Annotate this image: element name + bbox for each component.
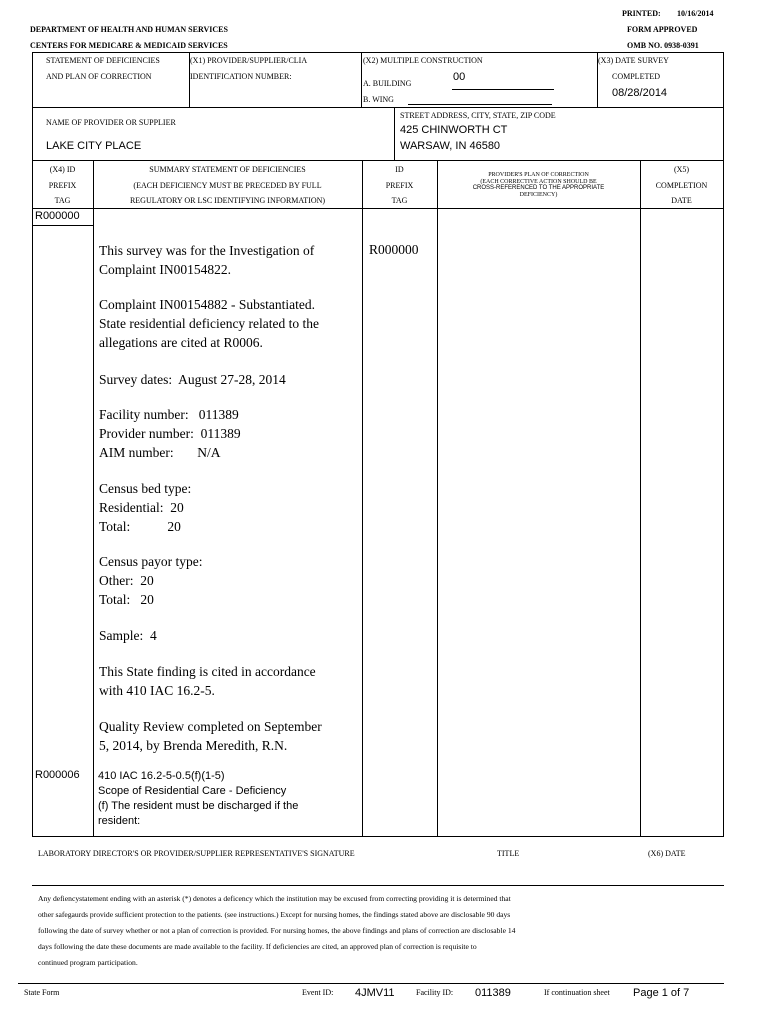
- director-signature-label: LABORATORY DIRECTOR'S OR PROVIDER/SUPPLIER REPRESENTATIVE'S SIGNATURE: [38, 849, 355, 858]
- id-tag-label: TAG: [391, 196, 408, 205]
- printed-label: PRINTED:: [622, 9, 661, 18]
- text-line: Any defiencystatement ending with an asterisk (*) denotes a deficency which the institution may be excused from correcting providing it is determined that: [38, 894, 511, 903]
- facility-id: 011389: [475, 987, 511, 999]
- event-id: 4JMV11: [355, 987, 395, 999]
- provider-name: LAKE CITY PLACE: [46, 140, 142, 152]
- text-line: Residential: 20: [99, 500, 184, 515]
- department-title: DEPARTMENT OF HEALTH AND HUMAN SERVICES: [30, 25, 228, 34]
- x2-label: (X2) MULTIPLE CONSTRUCTION: [363, 56, 483, 65]
- text-line: Quality Review completed on September: [99, 719, 322, 734]
- x4-prefix-label: PREFIX: [48, 181, 77, 190]
- text-line: other safegaurds provide sufficient protection to the patients. (see instructions.) Except for nursing homes, the findings stated above are disclosable 90 days: [38, 910, 511, 919]
- omb-number: OMB NO. 0938-0391: [627, 41, 699, 50]
- id-label: ID: [395, 165, 404, 174]
- plan-line-1: PROVIDER'S PLAN OF CORRECTION: [488, 172, 589, 178]
- plan-line-3: CROSS-REFERENCED TO THE APPROPRIATE: [472, 185, 605, 191]
- x4-id-label: (X4) ID: [49, 165, 76, 174]
- building-value: 00: [453, 71, 466, 83]
- text-line: Sample: 4: [99, 628, 157, 643]
- text-line: Other: 20: [99, 573, 154, 588]
- right-tag-r000000: R000000: [369, 242, 419, 257]
- printed-date: 10/16/2014: [677, 9, 714, 18]
- x4-tag-label: TAG: [54, 196, 71, 205]
- building-label: A. BUILDING: [363, 79, 412, 88]
- text-line: 410 IAC 16.2-5-0.5(f)(1-5): [98, 770, 225, 782]
- event-id-label: Event ID:: [302, 988, 334, 997]
- census-payor-type: [99, 552, 359, 609]
- wing-label: B. WING: [363, 95, 394, 104]
- summary-label: SUMMARY STATEMENT OF DEFICIENCIES: [149, 165, 306, 174]
- regulation-r000006: [98, 769, 360, 829]
- text-line: Total: 20: [99, 519, 181, 534]
- text-line: AIM number: N/A: [99, 445, 221, 460]
- text-line: Census payor type:: [99, 554, 203, 569]
- state-finding-paragraph: [99, 662, 359, 700]
- summary-note-1: (EACH DEFICIENCY MUST BE PRECEDED BY FULL: [133, 181, 322, 190]
- text-line: This State finding is cited in accordance: [99, 664, 316, 679]
- address-label: STREET ADDRESS, CITY, STATE, ZIP CODE: [400, 111, 556, 120]
- plan-of-correction-header: [437, 172, 640, 198]
- x5-label: (X5): [673, 165, 690, 174]
- text-line: continued program participation.: [38, 958, 138, 967]
- summary-note-2: REGULATORY OR LSC IDENTIFYING INFORMATION): [129, 196, 326, 205]
- street-address: 425 CHINWORTH CT: [400, 124, 508, 136]
- text-line: (f) The resident must be discharged if the: [98, 800, 299, 812]
- text-line: Total: 20: [99, 592, 154, 607]
- statement-label: STATEMENT OF DEFICIENCIES: [46, 56, 160, 65]
- text-line: Survey dates: August 27-28, 2014: [99, 372, 286, 387]
- text-line: resident:: [98, 815, 141, 827]
- date-label: DATE: [671, 196, 692, 205]
- text-line: following the date of survey whether or not a plan of correction is provided. For nursing homes, the above findings and plans of correction are disclosable 14: [38, 926, 516, 935]
- plan-correction-label: AND PLAN OF CORRECTION: [46, 72, 152, 81]
- completion-label: COMPLETION: [655, 181, 708, 190]
- form-approved: FORM APPROVED: [627, 25, 698, 34]
- survey-investigation-paragraph: [99, 241, 359, 279]
- tag-r000000: R000000: [35, 210, 80, 222]
- facility-id-label: Facility ID:: [416, 988, 454, 997]
- city-state-zip: WARSAW, IN 46580: [400, 140, 501, 152]
- x6-date-label: (X6) DATE: [648, 849, 686, 858]
- text-line: Census bed type:: [99, 481, 192, 496]
- quality-review-paragraph: [99, 717, 359, 755]
- text-line: Scope of Residential Care - Deficiency: [98, 785, 287, 797]
- title-label: TITLE: [497, 849, 520, 858]
- facility-numbers: [99, 405, 359, 462]
- identification-label: IDENTIFICATION NUMBER:: [190, 72, 292, 81]
- census-bed-type: [99, 479, 359, 536]
- complaint-paragraph: [99, 295, 359, 352]
- plan-line-2: (EACH CORRECTIVE ACTION SHOULD BE: [480, 178, 597, 185]
- tag-r000006: R000006: [35, 769, 80, 781]
- disclosure-footnote: [38, 891, 718, 971]
- page-number: Page 1 of 7: [633, 987, 690, 999]
- text-line: 5, 2014, by Brenda Meredith, R.N.: [99, 738, 288, 753]
- provider-name-label: NAME OF PROVIDER OR SUPPLIER: [46, 118, 176, 127]
- survey-dates: [99, 370, 359, 389]
- text-line: Provider number: 011389: [99, 426, 241, 441]
- continuation-label: If continuation sheet: [544, 988, 610, 997]
- text-line: with 410 IAC 16.2-5.: [99, 683, 215, 698]
- text-line: days following the date these documents are made available to the facility. If deficiencies are cited, an approved plan of correction is requisite to: [38, 942, 477, 951]
- text-line: State residential deficiency related to the: [99, 316, 320, 331]
- sample-count: [99, 626, 359, 645]
- x3-label: (X3) DATE SURVEY: [598, 56, 669, 65]
- text-line: Facility number: 011389: [99, 407, 239, 422]
- survey-date: 08/28/2014: [612, 87, 668, 99]
- completed-label: COMPLETED: [612, 72, 660, 81]
- x1-label: (X1) PROVIDER/SUPPLIER/CLIA: [190, 56, 308, 65]
- text-line: Complaint IN00154882 - Substantiated.: [99, 297, 315, 312]
- state-form-label: State Form: [24, 988, 60, 997]
- plan-line-4: DEFICIENCY): [519, 191, 558, 198]
- id-prefix-label: PREFIX: [385, 181, 414, 190]
- text-line: This survey was for the Investigation of: [99, 243, 315, 258]
- centers-title: CENTERS FOR MEDICARE & MEDICAID SERVICES: [30, 41, 228, 50]
- text-line: Complaint IN00154822.: [99, 262, 231, 277]
- text-line: allegations are cited at R0006.: [99, 335, 263, 350]
